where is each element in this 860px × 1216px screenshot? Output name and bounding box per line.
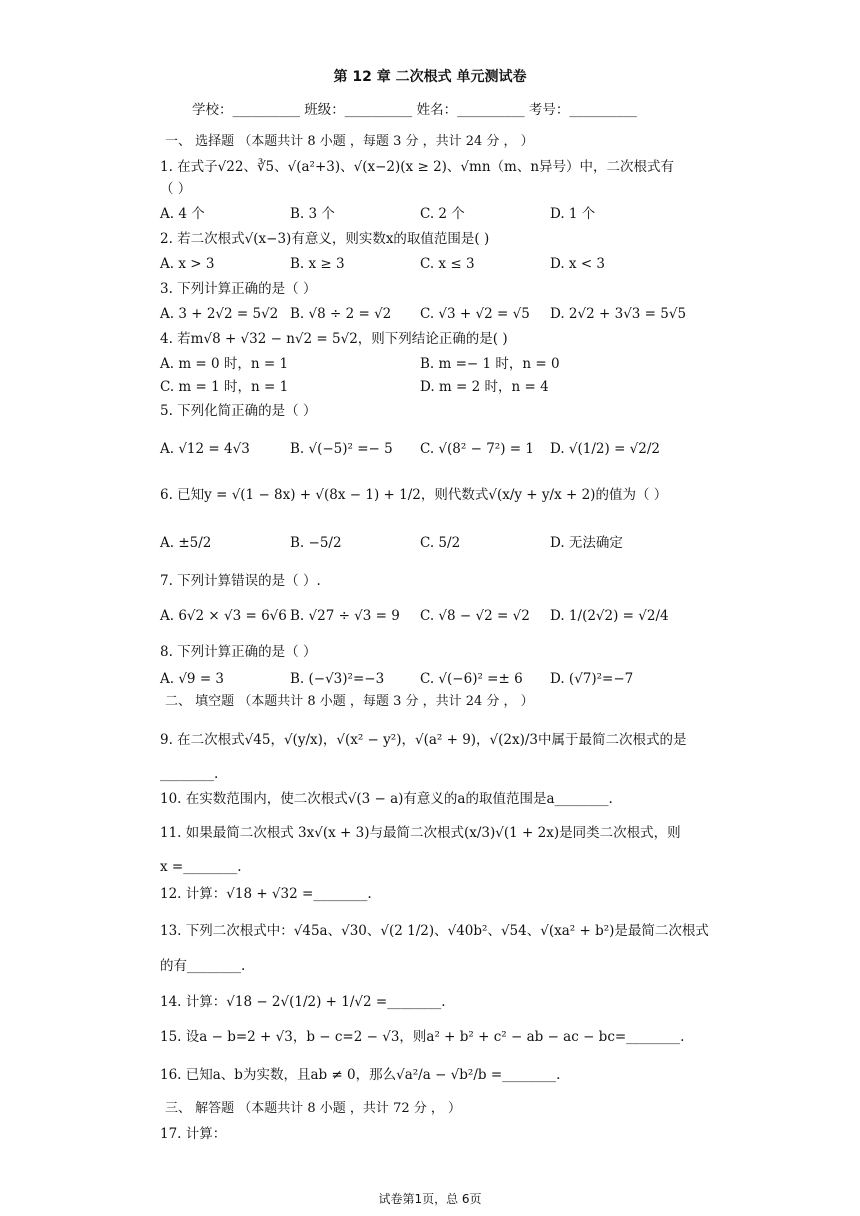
q4-option-d: D. m = 2 时，n = 4: [420, 379, 549, 395]
q8-stem: 8. 下列计算正确的是（ ）: [160, 644, 317, 660]
q6-option-a: A. ±5/2: [160, 535, 212, 551]
q6-option-b: B. −5/2: [290, 535, 342, 551]
section-heading-answer: 三、 解答题 （本题共计 8 小题 ，共计 72 分 ， ）: [165, 1101, 462, 1116]
q17-stem: 17. 计算：: [160, 1126, 227, 1142]
q7-option-c: C. √8 − √2 = √2: [420, 608, 530, 624]
q8-option-d: D. (√7)²=−7: [550, 671, 634, 687]
q11-blank: x =________.: [160, 859, 242, 875]
section-heading-choice: 一、 选择题 （本题共计 8 小题 ，每题 3 分 ，共计 24 分 ， ）: [165, 134, 534, 149]
q8-option-c: C. √(−6)² =± 6: [420, 671, 523, 687]
q3-option-b: B. √8 ÷ 2 = √2: [290, 306, 392, 322]
q6-option-c: C. 5/2: [420, 535, 461, 551]
q1-option-c: C. 2 个: [420, 206, 465, 222]
q1-option-a: A. 4 个: [160, 206, 205, 222]
q12-stem: 12. 计算：√18 + √32 =________.: [160, 886, 372, 902]
q2-option-a: A. x > 3: [160, 256, 215, 272]
page-title: 第 12 章 二次根式 单元测试卷: [333, 69, 527, 85]
q6-option-d: D. 无法确定: [550, 535, 623, 551]
q15-stem: 15. 设a − b=2 + √3，b − c=2 − √3，则a² + b² + c² − ab − ac − bc=________.: [160, 1029, 685, 1045]
q9-blank: ________.: [160, 766, 219, 782]
q5-option-a: A. √12 = 4√3: [160, 441, 250, 457]
q3-option-c: C. √3 + √2 = √5: [420, 306, 530, 322]
q1-stem: 1. 在式子√22、∛5、√(a²+3)、√(x−2)(x ≥ 2)、√mn（m、n异号）中，二次根式有: [160, 159, 675, 175]
q14-stem: 14. 计算：√18 − 2√(1/2) + 1/√2 =________.: [160, 994, 446, 1010]
student-info-line: 学校：__________ 班级：__________ 姓名：__________ 考号：__________: [192, 102, 637, 118]
q2-option-b: B. x ≥ 3: [290, 256, 345, 272]
q3-option-d: D. 2√2 + 3√3 = 5√5: [550, 306, 687, 322]
q1-option-b: B. 3 个: [290, 206, 335, 222]
q3-option-a: A. 3 + 2√2 = 5√2: [160, 306, 279, 322]
q7-stem: 7. 下列计算错误的是（ ）.: [160, 573, 321, 589]
q13-blank: 的有________.: [160, 958, 246, 974]
q5-stem: 5. 下列化简正确的是（ ）: [160, 403, 317, 419]
q1-blank: （ ）: [160, 181, 192, 197]
q5-option-b: B. √(−5)² =− 5: [290, 441, 393, 457]
q9-stem: 9. 在二次根式√45，√(y/x)，√(x² − y²)，√(a² + 9)，√(2x)/3中属于最简二次根式的是: [160, 732, 687, 748]
q3-stem: 3. 下列计算正确的是（ ）: [160, 281, 317, 297]
q7-option-b: B. √27 ÷ √3 = 9: [290, 608, 400, 624]
q4-option-b: B. m =− 1 时，n = 0: [420, 356, 560, 372]
section-heading-fill: 二、 填空题 （本题共计 8 小题 ，每题 3 分 ，共计 24 分 ， ）: [165, 694, 534, 709]
q8-option-b: B. (−√3)²=−3: [290, 671, 385, 687]
q2-option-d: D. x < 3: [550, 256, 606, 272]
q1-option-d: D. 1 个: [550, 206, 596, 222]
page-footer: 试卷第1页，总 6页: [378, 1192, 482, 1206]
q5-option-d: D. √(1/2) = √2/2: [550, 441, 661, 457]
q5-option-c: C. √(8² − 7²) = 1: [420, 441, 534, 457]
q16-stem: 16. 已知a、b为实数，且ab ≠ 0，那么√a²/a − √b²/b =________.: [160, 1067, 561, 1083]
q7-option-d: D. 1/(2√2) = √2/4: [550, 608, 669, 624]
q13-stem: 13. 下列二次根式中：√45a、√30、√(2 1/2)、√40b²、√54、√(xa² + b²)是最简二次根式: [160, 923, 709, 939]
q2-option-c: C. x ≤ 3: [420, 256, 475, 272]
q4-option-a: A. m = 0 时，n = 1: [160, 356, 289, 372]
q8-option-a: A. √9 = 3: [160, 671, 225, 687]
q4-option-c: C. m = 1 时，n = 1: [160, 379, 289, 395]
q6-stem: 6. 已知y = √(1 − 8x) + √(8x − 1) + 1/2，则代数式√(x/y + y/x + 2)的值为（ ）: [160, 487, 668, 503]
q7-option-a: A. 6√2 × √3 = 6√6: [160, 608, 287, 624]
q10-stem: 10. 在实数范围内，使二次根式√(3 − a)有意义的a的取值范围是a________.: [160, 791, 613, 807]
q11-stem: 11. 如果最简二次根式 3x√(x + 3)与最简二次根式(x/3)√(1 + 2x)是同类二次根式，则: [160, 825, 681, 841]
q4-stem: 4. 若m√8 + √32 − n√2 = 5√2，则下列结论正确的是( ): [160, 331, 508, 347]
q2-stem: 2. 若二次根式√(x−3)有意义，则实数x的取值范围是( ): [160, 231, 490, 247]
